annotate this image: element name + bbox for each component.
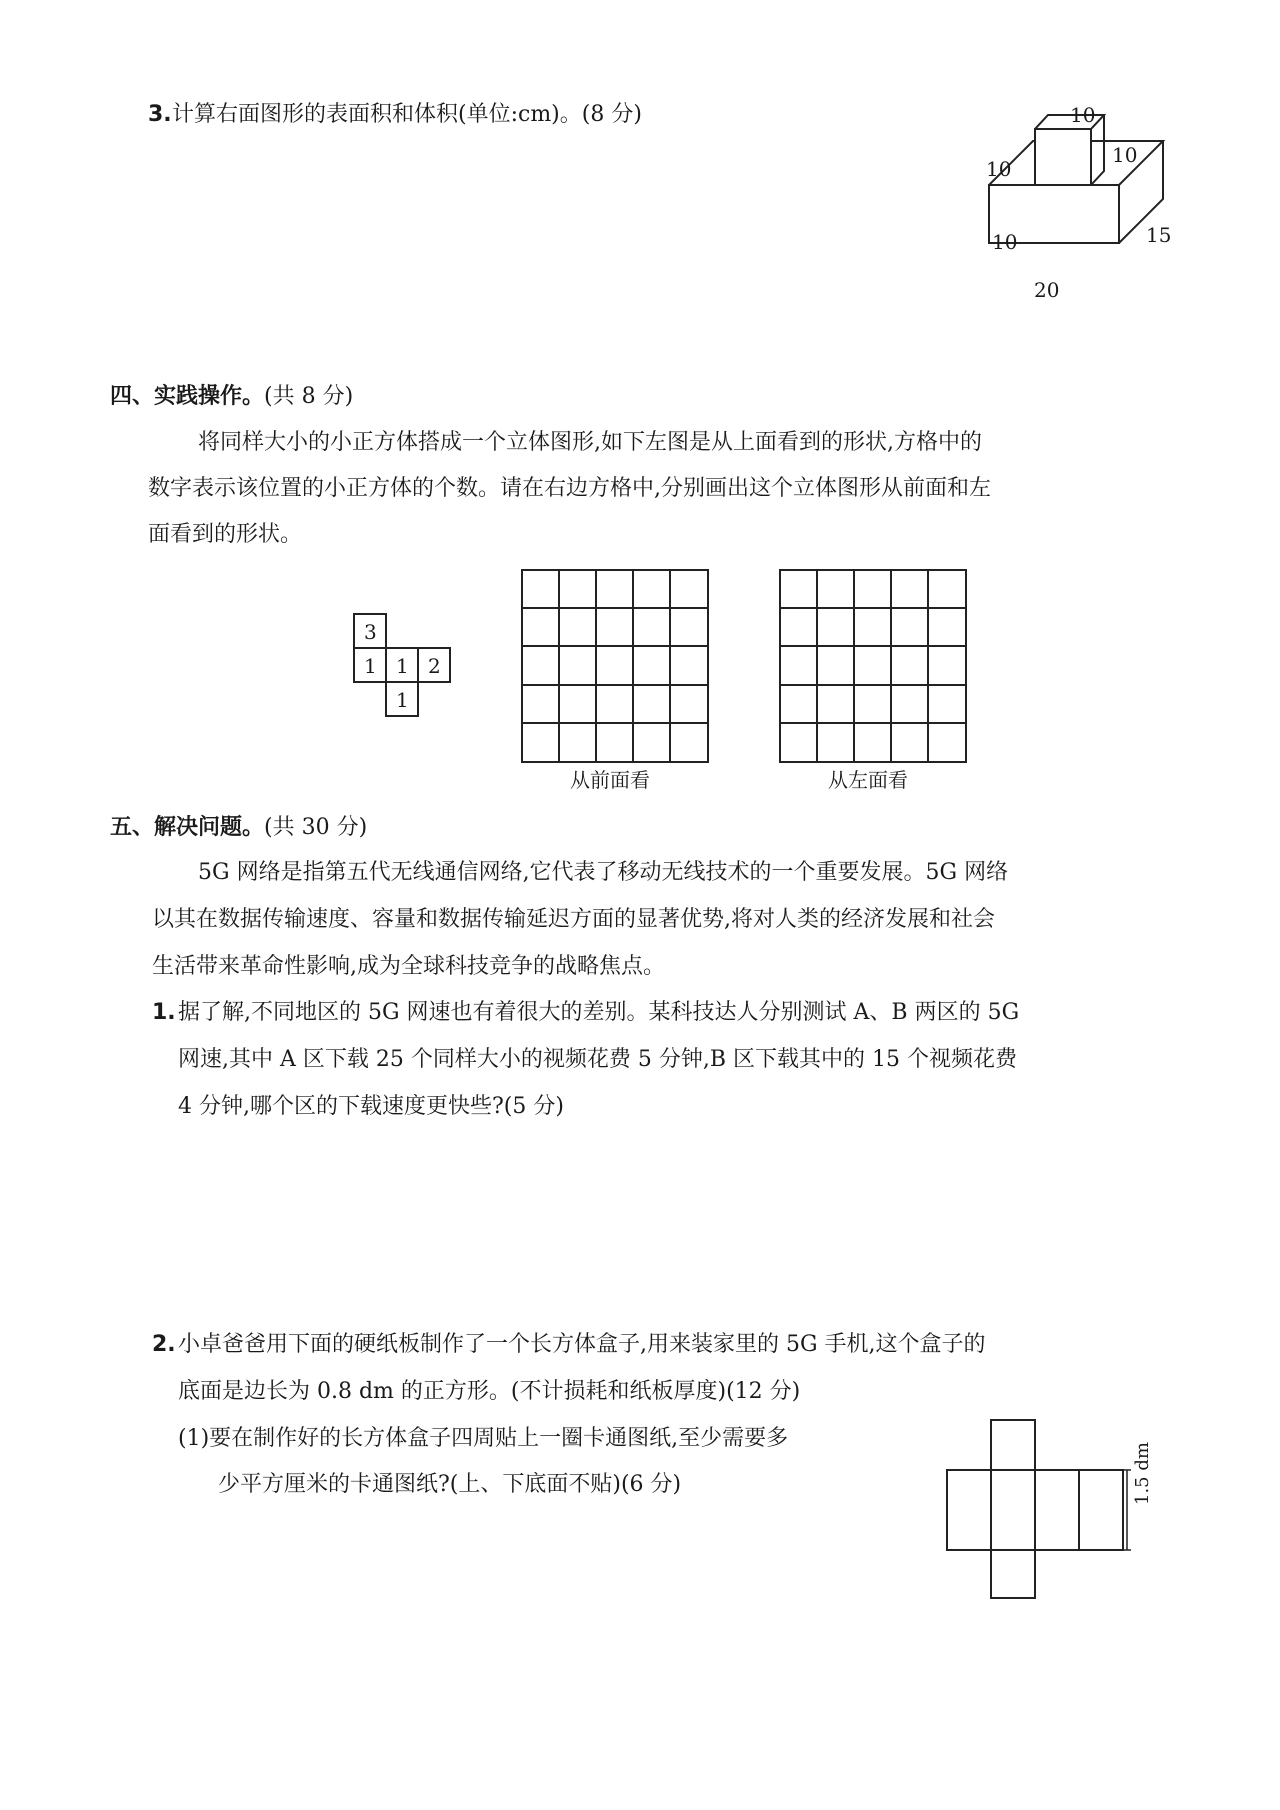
left-view-label: 从左面看 [828,768,908,792]
q2-number: 2. [152,1332,176,1357]
sec4-score: (共 8 分) [264,384,354,409]
front-view-label: 从前面看 [570,768,650,792]
dim-left-top: 10 [986,157,1012,181]
sec5-intro-3: 生活带来革命性影响,成为全球科技竞争的战略焦点。 [152,954,665,979]
q1-line-2: 网速,其中 A 区下载 25 个同样大小的视频花费 5 分钟,B 区下载其中的 15 个视频花费 [178,1047,1017,1072]
net-dimension: 1.5 dm [1132,1442,1153,1505]
dim-bottom: 20 [1034,278,1060,302]
q1-number: 1. [152,1000,176,1025]
front-view-grid [520,568,710,764]
top-view-cell: 1 [396,654,409,678]
sec4-line-1: 将同样大小的小正方体搭成一个立体图形,如下左图是从上面看到的形状,方格中的 [198,430,982,455]
q2-sub1-line-1: (1)要在制作好的长方体盒子四周贴上一圈卡通图纸,至少需要多 [178,1426,789,1451]
top-view-cell: 1 [396,688,409,712]
top-view-cell: 1 [364,654,377,678]
sec4-line-2: 数字表示该位置的小正方体的个数。请在右边方格中,分别画出这个立体图形从前面和左 [148,476,991,501]
dim-left-bottom: 10 [992,230,1018,254]
dim-right-bottom: 15 [1146,223,1172,247]
left-view-grid [778,568,968,764]
sec5-score: (共 30 分) [264,815,368,840]
sec4-heading: 四、实践操作。 [110,384,265,409]
sec4-line-3: 面看到的形状。 [148,522,303,547]
q2-line-2: 底面是边长为 0.8 dm 的正方形。(不计损耗和纸板厚度)(12 分) [178,1379,801,1404]
box-net [945,1418,1135,1602]
top-view-cell: 3 [364,620,377,644]
top-view-cell: 2 [428,654,441,678]
q2-line-1: 小卓爸爸用下面的硬纸板制作了一个长方体盒子,用来装家里的 5G 手机,这个盒子的 [178,1332,986,1357]
dim-cube-top: 10 [1070,103,1096,127]
sec5-intro-1: 5G 网络是指第五代无线通信网络,它代表了移动无线技术的一个重要发展。5G 网络 [198,860,1009,885]
sec5-intro-2: 以其在数据传输速度、容量和数据传输延迟方面的显著优势,将对人类的经济发展和社会 [152,907,995,932]
q3-number: 3. [148,102,172,127]
sec5-heading: 五、解决问题。 [110,815,265,840]
q1-line-1: 据了解,不同地区的 5G 网速也有着很大的差别。某科技达人分别测试 A、B 两区的 5G [178,1000,1020,1025]
dim-right-top: 10 [1112,143,1138,167]
q2-sub1-line-2: 少平方厘米的卡通图纸?(上、下底面不贴)(6 分) [218,1472,682,1497]
q1-line-3: 4 分钟,哪个区的下载速度更快些?(5 分) [178,1094,564,1119]
q3-text: 计算右面图形的表面积和体积(单位:cm)。(8 分) [172,102,642,127]
